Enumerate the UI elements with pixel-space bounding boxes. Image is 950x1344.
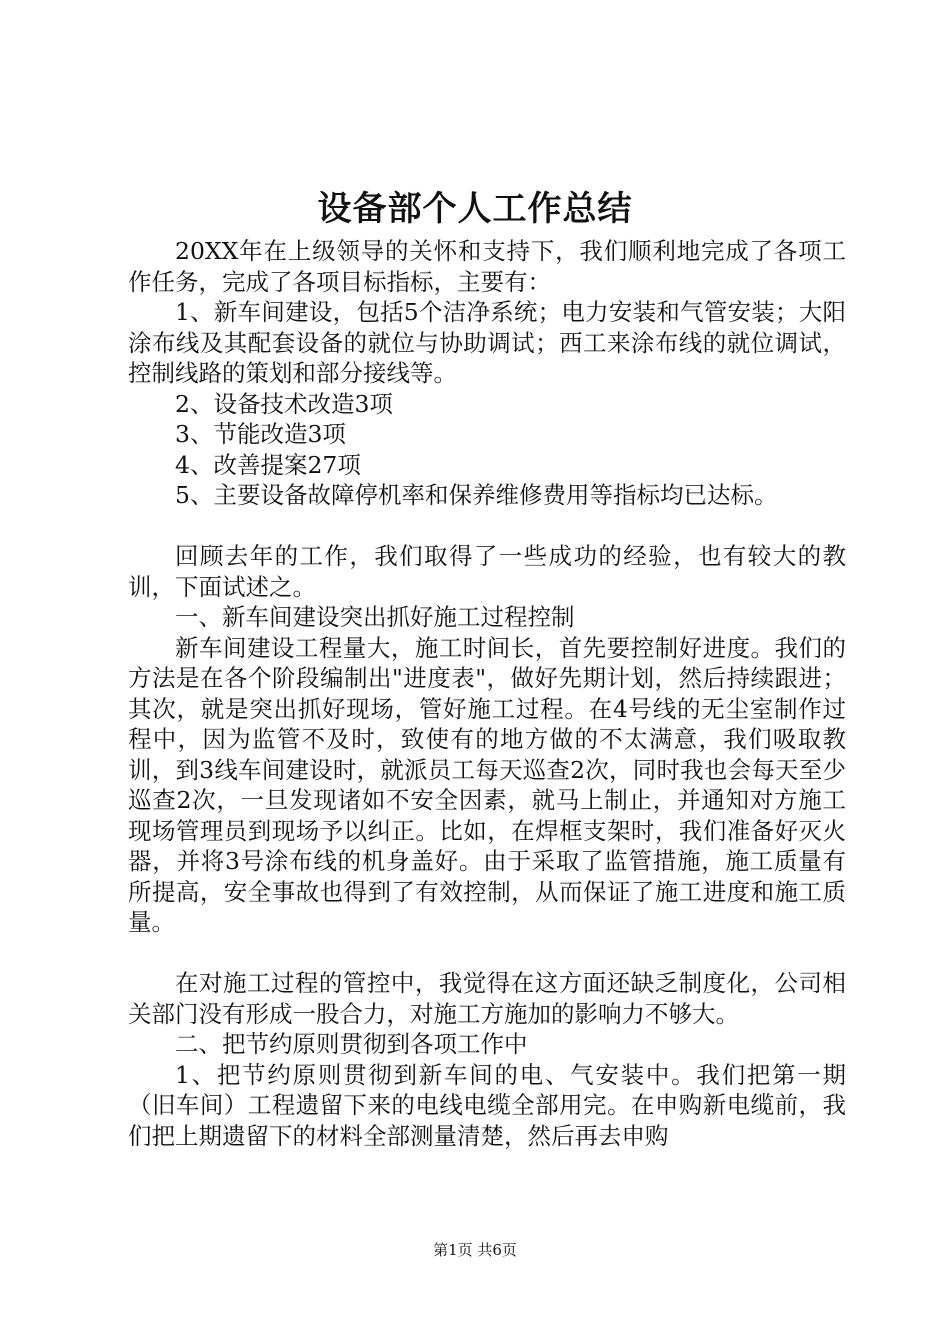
page-number-footer: 第1页 共6页: [433, 1241, 517, 1259]
paragraph-item-4: 4、改善提案27项: [175, 450, 361, 479]
section-heading-2: 二、把节约原则贯彻到各项工作中: [175, 1030, 528, 1058]
document-title: 设备部个人工作总结: [317, 189, 633, 229]
paragraph-item-1: 1、新车间建设，包括5个洁净系统；电力安装和气管安装；大阳涂布线及其配套设备的就位与协助调试；西工来涂布线的就位调试，控制线路的策划和部分接线等。: [128, 298, 846, 387]
document-body: [128, 236, 846, 1151]
paragraph-item-2: 2、设备技术改造3项: [175, 389, 393, 418]
section-heading-1: 一、新车间建设突出抓好施工过程控制: [175, 603, 575, 631]
paragraph-item-3: 3、节能改造3项: [175, 420, 346, 448]
paragraph-item-5: 5、主要设备故障停机率和保养维修费用等指标均已达标。: [175, 481, 778, 509]
paragraph-section-2-item-1: 1、把节约原则贯彻到新车间的电、气安装中。我们把第一期（旧车间）工程遗留下来的电线电缆全部用完。在申购新电缆前，我们把上期遗留下的材料全部测量清楚，然后再去申购: [128, 1060, 846, 1150]
paragraph-review: 回顾去年的工作，我们取得了一些成功的经验，也有较大的教训，下面试述之。: [128, 542, 846, 601]
paragraph-intro: 20XX年在上级领导的关怀和支持下，我们顺利地完成了各项工作任务，完成了各项目标指标，主要有：: [128, 237, 846, 296]
paragraph-section-1-body: 新车间建设工程量大，施工时间长，首先要控制好进度。我们的方法是在各个阶段编制出"进度表"，做好先期计划，然后持续跟进；其次，就是突出抓好现场，管好施工过程。在4号线的无尘室制作过程中，因为监管不及时，致使有的地方做的不太满意，我们吸取教训，到3线车间建设时，就派员工每天巡查2次，同时我也会每天至少巡查2次，一旦发现诸如不安全因素，就马上制止，并通知对方施工现场管理员到现场予以纠正。比如，在焊框支架时，我们准备好灭火器，并将3号涂布线的机身盖好。由于采取了监管措施，施工质量有所提高，安全事故也得到了有效控制，从而保证了施工进度和施工质量。: [128, 633, 846, 936]
paragraph-section-1-reflection: 在对施工过程的管控中，我觉得在这方面还缺乏制度化，公司相关部门没有形成一股合力，对施工方施加的影响力不够大。: [128, 969, 846, 1028]
